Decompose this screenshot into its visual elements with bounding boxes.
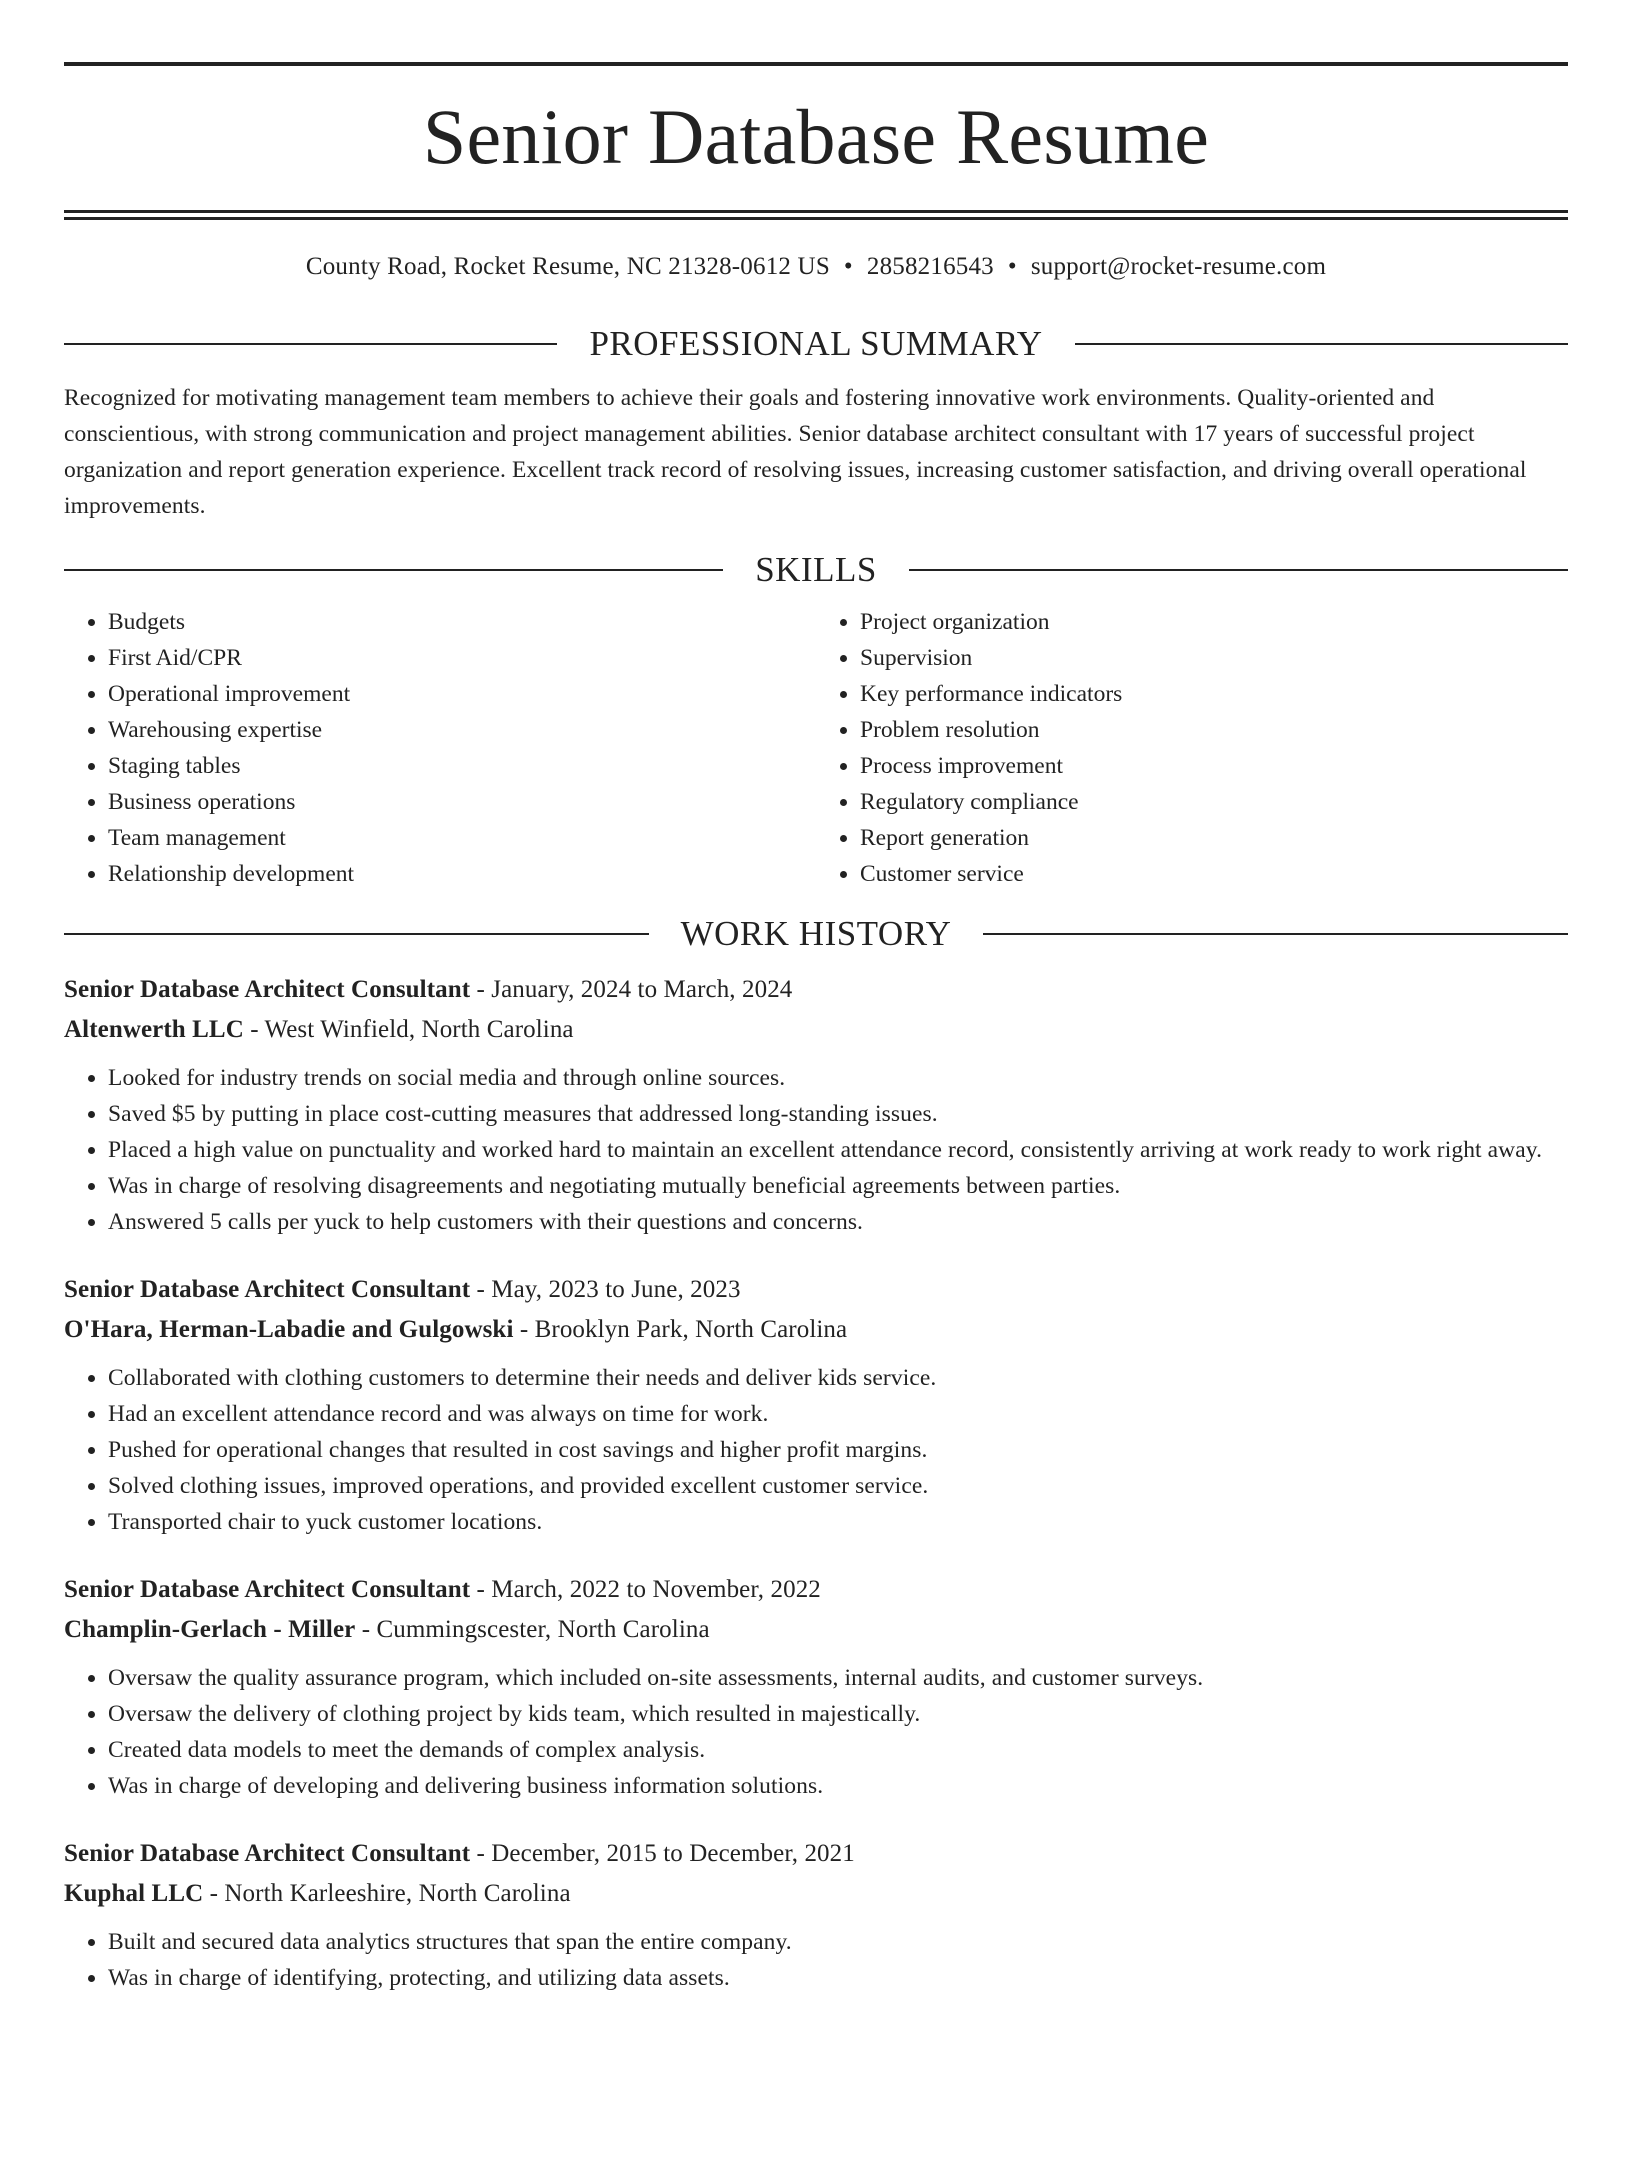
contact-line — [64, 252, 1568, 282]
skill-item: • Report generation — [860, 820, 1568, 856]
contact-separator: • — [1007, 253, 1017, 280]
contact-address: County Road, Rocket Resume, NC 21328-0612 US — [305, 253, 830, 280]
job-title-line — [64, 1270, 1568, 1310]
job-bullet: • Transported chair to yuck customer locations. — [108, 1504, 1568, 1540]
job-location: - West Winfield, North Carolina — [243, 1015, 574, 1043]
section-rule — [983, 933, 1568, 935]
summary-paragraph: Recognized for motivating management team members to achieve their goals and fostering innovative work environments. Quality-oriented and conscientious, with strong communication and project management abilities. Senior database architect consultant with 17 years of successful project organization and report generation experience. Excellent track record of resolving issues, increasing customer satisfaction, and driving overall operational improvements. — [64, 385, 1527, 519]
job-entry — [64, 1834, 1568, 1996]
contact-email: support@rocket-resume.com — [1030, 253, 1327, 280]
job-bullets — [64, 1360, 1568, 1540]
job-bullet: • Saved $5 by putting in place cost-cutting measures that addressed long-standing issues. — [108, 1096, 1568, 1132]
resume-page — [0, 62, 1632, 2174]
job-company-line — [64, 1010, 1568, 1050]
skill-item: • Business operations — [108, 784, 816, 820]
job-bullets — [64, 1924, 1568, 1996]
section-title-skills: SKILLS — [755, 549, 877, 589]
title-double-rule — [64, 210, 1568, 220]
job-bullet: • Looked for industry trends on social media and through online sources. — [108, 1060, 1568, 1096]
skill-item: • First Aid/CPR — [108, 640, 816, 676]
skills-column-left — [64, 604, 816, 892]
section-rule — [64, 933, 649, 935]
job-bullet: • Had an excellent attendance record and was always on time for work. — [108, 1396, 1568, 1432]
job-bullet: • Built and secured data analytics structures that span the entire company. — [108, 1924, 1568, 1960]
job-location: - Brooklyn Park, North Carolina — [513, 1315, 848, 1343]
skills-column-right — [816, 604, 1568, 892]
resume-title: Senior Database Resume — [422, 93, 1210, 180]
section-header-work-history — [64, 912, 1568, 956]
job-bullet: • Was in charge of resolving disagreements and negotiating mutually beneficial agreements between parties. — [108, 1168, 1568, 1204]
job-role: Senior Database Architect Consultant — [64, 975, 471, 1003]
skill-item: • Problem resolution — [860, 712, 1568, 748]
skill-item: • Supervision — [860, 640, 1568, 676]
section-header-summary — [64, 322, 1568, 366]
job-bullet: • Created data models to meet the demands of complex analysis. — [108, 1732, 1568, 1768]
job-bullet: • Collaborated with clothing customers to determine their needs and deliver kids service. — [108, 1360, 1568, 1396]
job-bullets — [64, 1060, 1568, 1240]
skill-item: • Customer service — [860, 856, 1568, 892]
contact-separator: • — [843, 253, 853, 280]
contact-phone: 2858216543 — [866, 253, 994, 280]
job-company-line — [64, 1874, 1568, 1914]
section-title-summary: PROFESSIONAL SUMMARY — [589, 324, 1043, 363]
skill-item: • Project organization — [860, 604, 1568, 640]
job-company: Altenwerth LLC — [64, 1015, 244, 1043]
job-bullet: • Placed a high value on punctuality and worked hard to maintain an excellent attendance record, consistently arriving at work ready to work right away. — [108, 1132, 1568, 1168]
job-entry — [64, 1570, 1568, 1804]
job-location: - Cummingscester, North Carolina — [355, 1615, 710, 1643]
job-bullet: • Solved clothing issues, improved operations, and provided excellent customer service. — [108, 1468, 1568, 1504]
job-dates: - May, 2023 to June, 2023 — [470, 1275, 741, 1303]
job-company-line — [64, 1610, 1568, 1650]
job-bullet: • Pushed for operational changes that resulted in cost savings and higher profit margins. — [108, 1432, 1568, 1468]
section-rule — [909, 569, 1568, 571]
skill-item: • Regulatory compliance — [860, 784, 1568, 820]
job-bullet: • Oversaw the delivery of clothing project by kids team, which resulted in majestically. — [108, 1696, 1568, 1732]
job-company: Kuphal LLC — [64, 1879, 204, 1907]
section-title-work-history: WORK HISTORY — [680, 913, 952, 953]
job-dates: - January, 2024 to March, 2024 — [470, 975, 793, 1003]
job-company-line — [64, 1310, 1568, 1350]
job-bullets — [64, 1660, 1568, 1804]
skill-item: • Staging tables — [108, 748, 816, 784]
job-dates: - March, 2022 to November, 2022 — [470, 1575, 821, 1603]
section-header-skills — [64, 548, 1568, 592]
job-dates: - December, 2015 to December, 2021 — [470, 1839, 855, 1867]
section-rule — [64, 569, 723, 571]
job-company: Champlin-Gerlach - Miller — [64, 1615, 356, 1643]
job-role: Senior Database Architect Consultant — [64, 1275, 471, 1303]
job-title-line — [64, 1834, 1568, 1874]
job-entry — [64, 1270, 1568, 1540]
job-location: - North Karleeshire, North Carolina — [203, 1879, 571, 1907]
skill-item: • Relationship development — [108, 856, 816, 892]
job-bullet: • Was in charge of identifying, protecting, and utilizing data assets. — [108, 1960, 1568, 1996]
skill-item: • Budgets — [108, 604, 816, 640]
job-bullet: • Answered 5 calls per yuck to help customers with their questions and concerns. — [108, 1204, 1568, 1240]
job-entry — [64, 970, 1568, 1240]
skills-list — [64, 604, 1568, 892]
section-rule — [1075, 343, 1568, 345]
skill-item: • Process improvement — [860, 748, 1568, 784]
job-title-line — [64, 1570, 1568, 1610]
job-bullet: • Was in charge of developing and delivering business information solutions. — [108, 1768, 1568, 1804]
job-company: O'Hara, Herman-Labadie and Gulgowski — [64, 1315, 514, 1343]
skill-item: • Warehousing expertise — [108, 712, 816, 748]
job-title-line — [64, 970, 1568, 1010]
job-role: Senior Database Architect Consultant — [64, 1839, 471, 1867]
job-bullet: • Oversaw the quality assurance program, which included on-site assessments, internal audits, and customer surveys. — [108, 1660, 1568, 1696]
skill-item: • Team management — [108, 820, 816, 856]
section-rule — [64, 343, 557, 345]
title-top-rule — [64, 62, 1568, 66]
skill-item: • Operational improvement — [108, 676, 816, 712]
job-role: Senior Database Architect Consultant — [64, 1575, 471, 1603]
skill-item: • Key performance indicators — [860, 676, 1568, 712]
